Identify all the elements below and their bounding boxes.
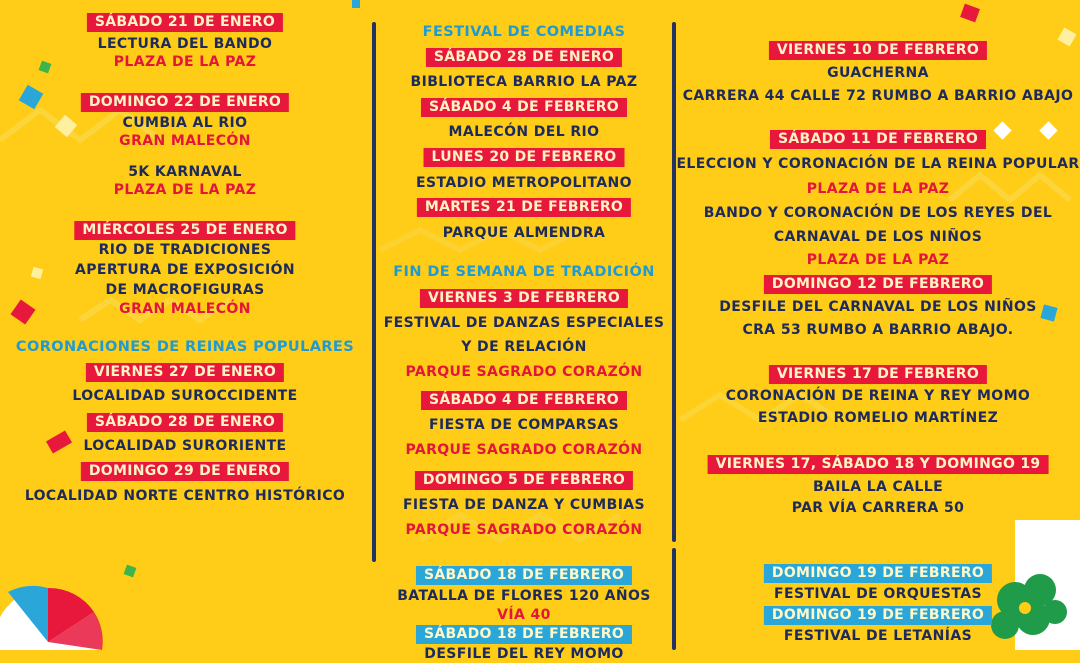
- event-title: CRA 53 RUMBO A BARRIO ABAJO.: [742, 322, 1014, 338]
- event-title: FESTIVAL DE DANZAS ESPECIALES: [383, 315, 665, 331]
- event-title: GUACHERNA: [827, 65, 929, 81]
- event-title: PAR VÍA CARRERA 50: [791, 500, 965, 516]
- event-title: CORONACIÓN DE REINA Y REY MOMO: [725, 388, 1031, 404]
- ball-decoration: [0, 572, 110, 650]
- date-badge: VIERNES 17 DE FEBRERO: [769, 365, 987, 384]
- event-title: BAILA LA CALLE: [812, 479, 944, 495]
- date-badge: LUNES 20 DE FEBRERO: [424, 148, 625, 167]
- event-title: LOCALIDAD NORTE CENTRO HISTÓRICO: [24, 488, 346, 504]
- confetti-decoration: [352, 0, 360, 8]
- event-place: GRAN MALECÓN: [119, 301, 251, 317]
- event-place: PARQUE SAGRADO CORAZÓN: [405, 364, 643, 380]
- event-title: LECTURA DEL BANDO: [97, 36, 273, 52]
- event-title: PARQUE ALMENDRA: [442, 225, 606, 241]
- event-title: MALECÓN DEL RIO: [448, 124, 600, 140]
- event-title: 5K KARNAVAL: [128, 164, 242, 180]
- event-title: FIESTA DE COMPARSAS: [429, 417, 619, 433]
- date-badge: SÁBADO 4 DE FEBRERO: [421, 98, 627, 117]
- date-badge: SÁBADO 28 DE ENERO: [87, 413, 283, 432]
- event-title: CARNAVAL DE LOS NIÑOS: [773, 229, 983, 245]
- event-place: PLAZA DE LA PAZ: [113, 182, 257, 198]
- event-title: FIESTA DE DANZA Y CUMBIAS: [402, 497, 646, 513]
- date-badge: SÁBADO 18 DE FEBRERO: [416, 566, 632, 585]
- event-place: PLAZA DE LA PAZ: [806, 181, 950, 197]
- event-place: PARQUE SAGRADO CORAZÓN: [405, 442, 643, 458]
- event-title: CUMBIA AL RIO: [122, 115, 248, 131]
- event-title: CARRERA 44 CALLE 72 RUMBO A BARRIO ABAJO: [682, 88, 1074, 104]
- date-badge: VIERNES 10 DE FEBRERO: [769, 41, 987, 60]
- date-badge: DOMINGO 19 DE FEBRERO: [764, 564, 992, 583]
- date-badge: SÁBADO 4 DE FEBRERO: [421, 391, 627, 410]
- event-title: FESTIVAL DE LETANÍAS: [783, 628, 973, 644]
- date-badge: SÁBADO 18 DE FEBRERO: [416, 625, 632, 644]
- event-place: PLAZA DE LA PAZ: [806, 252, 950, 268]
- date-badge: DOMINGO 19 DE FEBRERO: [764, 606, 992, 625]
- event-title: LOCALIDAD SUROCCIDENTE: [72, 388, 298, 404]
- date-badge: DOMINGO 12 DE FEBRERO: [764, 275, 992, 294]
- event-title: LOCALIDAD SURORIENTE: [83, 438, 287, 454]
- event-title: BANDO Y CORONACIÓN DE LOS REYES DEL: [703, 205, 1053, 221]
- date-badge: DOMINGO 29 DE ENERO: [81, 462, 289, 481]
- date-badge: SÁBADO 21 DE ENERO: [87, 13, 283, 32]
- event-place: GRAN MALECÓN: [119, 133, 251, 149]
- date-badge: VIERNES 3 DE FEBRERO: [420, 289, 628, 308]
- section-heading: FESTIVAL DE COMEDIAS: [422, 24, 626, 40]
- date-badge: MARTES 21 DE FEBRERO: [417, 198, 631, 217]
- event-title: ESTADIO METROPOLITANO: [416, 175, 632, 191]
- event-title: ESTADIO ROMELIO MARTÍNEZ: [757, 410, 999, 426]
- date-badge: MIÉRCOLES 25 DE ENERO: [74, 221, 295, 240]
- event-title: DESFILE DEL CARNAVAL DE LOS NIÑOS: [719, 299, 1037, 315]
- event-title: BIBLIOTECA BARRIO LA PAZ: [410, 74, 638, 90]
- section-heading: FIN DE SEMANA DE TRADICIÓN: [393, 264, 655, 280]
- event-place: VÍA 40: [497, 607, 551, 623]
- event-place: PARQUE SAGRADO CORAZÓN: [405, 522, 643, 538]
- date-badge: SÁBADO 28 DE ENERO: [426, 48, 622, 67]
- event-title: APERTURA DE EXPOSICIÓN: [75, 262, 295, 278]
- event-title: DE MACROFIGURAS: [105, 282, 265, 298]
- date-badge: DOMINGO 5 DE FEBRERO: [415, 471, 633, 490]
- event-title: FESTIVAL DE ORQUESTAS: [774, 586, 982, 602]
- date-badge: SÁBADO 11 DE FEBRERO: [770, 130, 986, 149]
- event-title: RIO DE TRADICIONES: [98, 242, 272, 258]
- event-title: ELECCION Y CORONACIÓN DE LA REINA POPULAR: [676, 156, 1080, 172]
- event-place: PLAZA DE LA PAZ: [113, 54, 257, 70]
- column-divider: [372, 22, 376, 562]
- event-title: BATALLA DE FLORES 120 AÑOS: [397, 588, 651, 604]
- event-title: Y DE RELACIÓN: [461, 339, 587, 355]
- date-badge: VIERNES 17, SÁBADO 18 Y DOMINGO 19: [708, 455, 1049, 474]
- date-badge: DOMINGO 22 DE ENERO: [81, 93, 289, 112]
- section-heading: CORONACIONES DE REINAS POPULARES: [15, 339, 355, 355]
- event-title: DESFILE DEL REY MOMO: [424, 646, 624, 662]
- date-badge: VIERNES 27 DE ENERO: [86, 363, 284, 382]
